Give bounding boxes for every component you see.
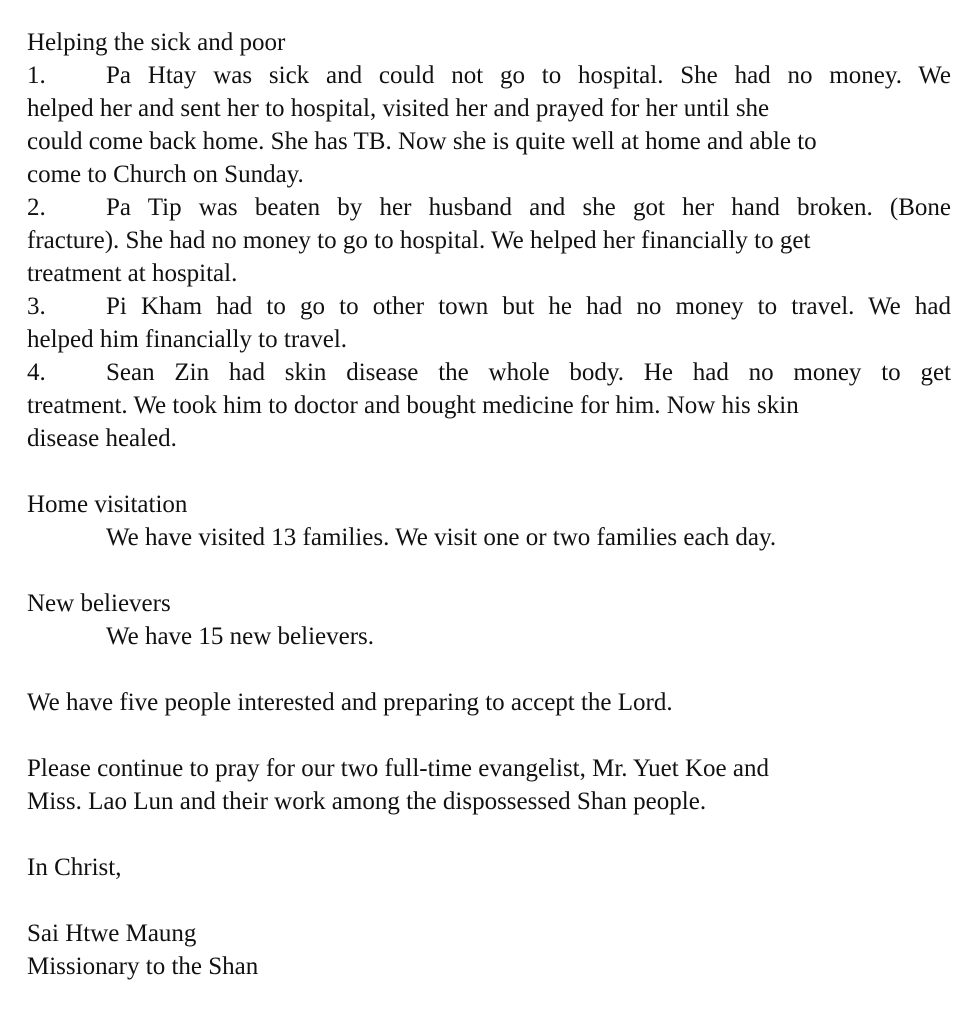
spacer: [27, 818, 951, 851]
item-text-first-line: Pa Tip was beaten by her husband and she got her hand broken. (Bone: [106, 194, 951, 221]
list-item-2: [27, 191, 951, 290]
item-text-line: treatment. We took him to doctor and bought medicine for him. Now his skin: [27, 392, 799, 419]
item-text-last-line: come to Church on Sunday.: [27, 161, 304, 188]
spacer: [27, 455, 951, 488]
item-text-first-line: Pi Kham had to go to other town but he had no money to travel. We had: [106, 293, 951, 320]
item-text-first-line: Sean Zin had skin disease the whole body. He had no money to get: [106, 359, 951, 386]
signature-name: Sai Htwe Maung: [27, 920, 197, 947]
signature-title: Missionary to the Shan: [27, 953, 259, 980]
document-page: [27, 26, 951, 983]
item-number: 4.: [27, 359, 46, 386]
list-item-3: [27, 290, 951, 356]
item-text-last-line: helped him financially to travel.: [27, 326, 348, 353]
item-text-line: could come back home. She has TB. Now she is quite well at home and able to: [27, 128, 817, 155]
section-heading-new-believers: New believers: [27, 590, 171, 617]
item-number: 2.: [27, 194, 46, 221]
spacer: [27, 719, 951, 752]
closing-salutation: In Christ,: [27, 854, 122, 881]
home-visitation-text: We have visited 13 families. We visit one or two families each day.: [106, 524, 777, 551]
item-text-last-line: disease healed.: [27, 425, 177, 452]
interested-text: We have five people interested and preparing to accept the Lord.: [27, 689, 673, 716]
spacer: [27, 653, 951, 686]
list-item-1: [27, 59, 951, 191]
spacer: [27, 884, 951, 917]
item-text-first-line: Pa Htay was sick and could not go to hospital. She had no money. We: [106, 62, 951, 89]
list-item-4: [27, 356, 951, 455]
item-text-last-line: treatment at hospital.: [27, 260, 238, 287]
item-text-line: fracture). She had no money to go to hospital. We helped her financially to get: [27, 227, 811, 254]
section-heading-helping: Helping the sick and poor: [27, 29, 286, 56]
section-heading-home-visitation: Home visitation: [27, 491, 188, 518]
prayer-request-line-1: Please continue to pray for our two full-time evangelist, Mr. Yuet Koe and: [27, 755, 769, 782]
item-text-line: helped her and sent her to hospital, visited her and prayed for her until she: [27, 95, 770, 122]
new-believers-text: We have 15 new believers.: [106, 623, 375, 650]
spacer: [27, 554, 951, 587]
item-number: 3.: [27, 293, 46, 320]
item-number: 1.: [27, 62, 46, 89]
prayer-request-line-2: Miss. Lao Lun and their work among the dispossessed Shan people.: [27, 788, 707, 815]
